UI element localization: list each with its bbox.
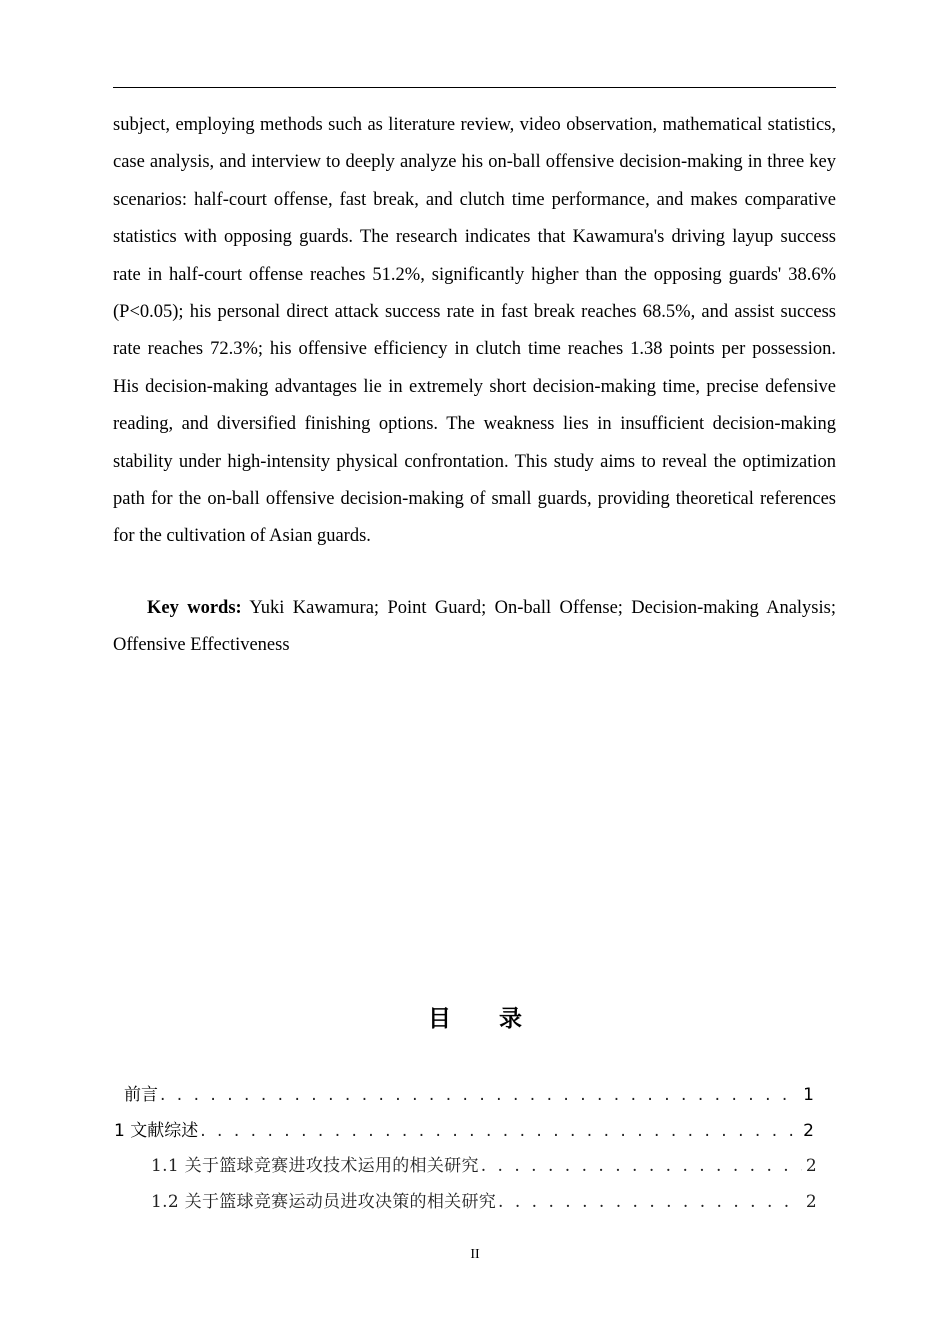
- toc-leader-dots: [498, 1189, 802, 1215]
- toc-entry-section-1-2[interactable]: [151, 1189, 817, 1215]
- toc-title: 目 录: [427, 1006, 542, 1032]
- toc-leader-dots: [481, 1153, 802, 1179]
- page-number: II: [470, 1247, 480, 1262]
- toc-entry-label: 1 文献综述: [114, 1121, 199, 1141]
- toc-entry-page: 2: [805, 1192, 817, 1212]
- toc-leader-dots: [160, 1082, 799, 1108]
- toc-entry-literature-review[interactable]: [114, 1118, 814, 1144]
- toc-entry-section-1-1[interactable]: [151, 1153, 817, 1179]
- toc-entry-page: 1: [803, 1085, 814, 1105]
- keywords-paragraph: [113, 590, 836, 665]
- toc-entry-preface[interactable]: [124, 1082, 814, 1108]
- toc-leader-dots: [200, 1118, 799, 1144]
- toc-entry-label: 前言: [124, 1085, 158, 1105]
- header-rule: [113, 87, 836, 88]
- toc-entry-page: 2: [803, 1121, 814, 1141]
- toc-entry-label: 1.1 关于篮球竞赛进攻技术运用的相关研究: [151, 1156, 479, 1176]
- keywords-label: Key words:: [147, 598, 242, 618]
- toc-entry-label: 1.2 关于篮球竞赛运动员进攻决策的相关研究: [151, 1192, 497, 1212]
- abstract-body: subject, employing methods such as literature review, video observation, mathematical statistics, case analysis, and interview to deeply analyze his on-ball offensive decision-making in three key scenarios: half-court offense, fast break, and clutch time performance, and makes comparative statistics with opposing guards. The research indicates that Kawamura's driving layup success rate in half-court offense reaches 51.2%, significantly higher than the opposing guards' 38.6% (P<0.05); his personal direct attack success rate in fast break reaches 68.5%, and assist success rate reaches 72.3%; his offensive efficiency in clutch time reaches 1.38 points per possession. His decision-making advantages lie in extremely short decision-making time, precise defensive reading, and diversified finishing options. The weakness lies in insufficient decision-making stability under high-intensity physical confrontation. This study aims to reveal the optimization path for the on-ball offensive decision-making of small guards, providing theoretical references for the cultivation of Asian guards.: [113, 115, 836, 547]
- keywords-text: Yuki Kawamura; Point Guard; On-ball Offense; Decision-making Analysis; Offensive Effectiveness: [113, 598, 836, 656]
- toc-entry-page: 2: [805, 1156, 817, 1176]
